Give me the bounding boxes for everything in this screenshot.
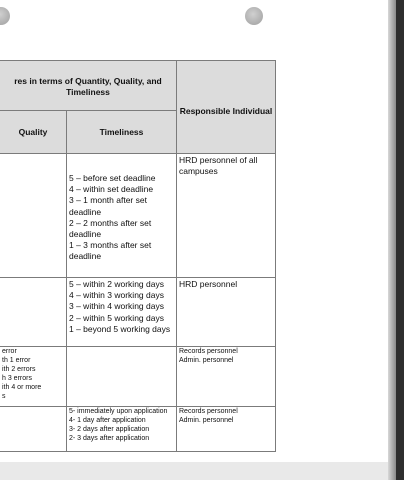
- row-3-quality-item: ith 4 or more: [2, 383, 42, 391]
- row-3-quality: [0, 347, 67, 407]
- row-1-timeliness-item: 1 – 3 months after set deadline: [69, 240, 152, 262]
- row-2-timeliness-item: 5 – within 2 working days: [69, 279, 164, 289]
- row-3-responsible-item: Records personnel: [179, 348, 238, 355]
- row-3-quality-item: s: [2, 392, 6, 400]
- row-2-timeliness-item: 1 – beyond 5 working days: [69, 323, 171, 334]
- row-4-timeliness-item: 2- 3 days after application: [69, 434, 150, 442]
- row-4-responsible-item: Admin. personnel: [179, 416, 234, 424]
- page-bottom-shadow: [0, 462, 388, 480]
- row-2-timeliness-item: 2 – within 5 working days: [69, 312, 164, 323]
- performance-table: [0, 60, 276, 452]
- row-2-timeliness-item: 4 – within 3 working days: [69, 290, 164, 301]
- row-2-responsible-text: HRD personnel: [179, 279, 238, 289]
- row-1-timeliness-item: 3 – 1 month after set deadline: [69, 195, 147, 217]
- row-3-quality-item: ith 2 errors: [2, 365, 36, 373]
- row-4-quality: [0, 407, 67, 452]
- punch-hole-left: [0, 7, 10, 25]
- row-4-timeliness-item: 4- 1 day after application: [69, 416, 146, 424]
- row-1-timeliness-item: 2 – 2 months after set deadline: [69, 217, 152, 240]
- row-3-responsible-item: Admin. personnel: [179, 356, 234, 364]
- row-4-timeliness-item: 3- 2 days after application: [69, 425, 150, 433]
- row-3-quality-item: th 1 error: [2, 356, 31, 364]
- row-4-timeliness: [67, 407, 177, 452]
- row-1-responsible-text: HRD personnel of all campuses: [179, 155, 258, 177]
- row-1-quality: [0, 154, 67, 278]
- row-4-responsible: [177, 407, 276, 452]
- row-2-timeliness: [67, 278, 177, 347]
- row-3-responsible: [177, 347, 276, 407]
- row-2-timeliness-item: 3 – within 4 working days: [69, 301, 164, 312]
- row-1-timeliness-item: 4 – within set deadline: [69, 184, 154, 195]
- header-measures: res in terms of Quantity, Quality, and Timeliness: [0, 61, 177, 111]
- row-4-responsible-item: Records personnel: [179, 408, 238, 415]
- punch-hole-right: [245, 7, 263, 25]
- header-quality: Quality: [0, 111, 67, 154]
- row-3-quality-item: h 3 errors: [2, 374, 32, 382]
- row-2-quality: [0, 278, 67, 347]
- row-1-timeliness-item: 5 – before set deadline: [69, 173, 156, 183]
- row-1-responsible: [177, 154, 276, 278]
- row-3-timeliness: [67, 347, 177, 407]
- row-3-quality-item: error: [2, 348, 17, 355]
- header-timeliness: Timeliness: [67, 111, 177, 154]
- row-4-timeliness-item: 5- immediately upon application: [69, 408, 168, 415]
- header-responsible-individual: Responsible Individual: [177, 61, 276, 154]
- row-2-responsible: [177, 278, 276, 347]
- scanner-border: [396, 0, 404, 480]
- row-1-timeliness: [67, 154, 177, 278]
